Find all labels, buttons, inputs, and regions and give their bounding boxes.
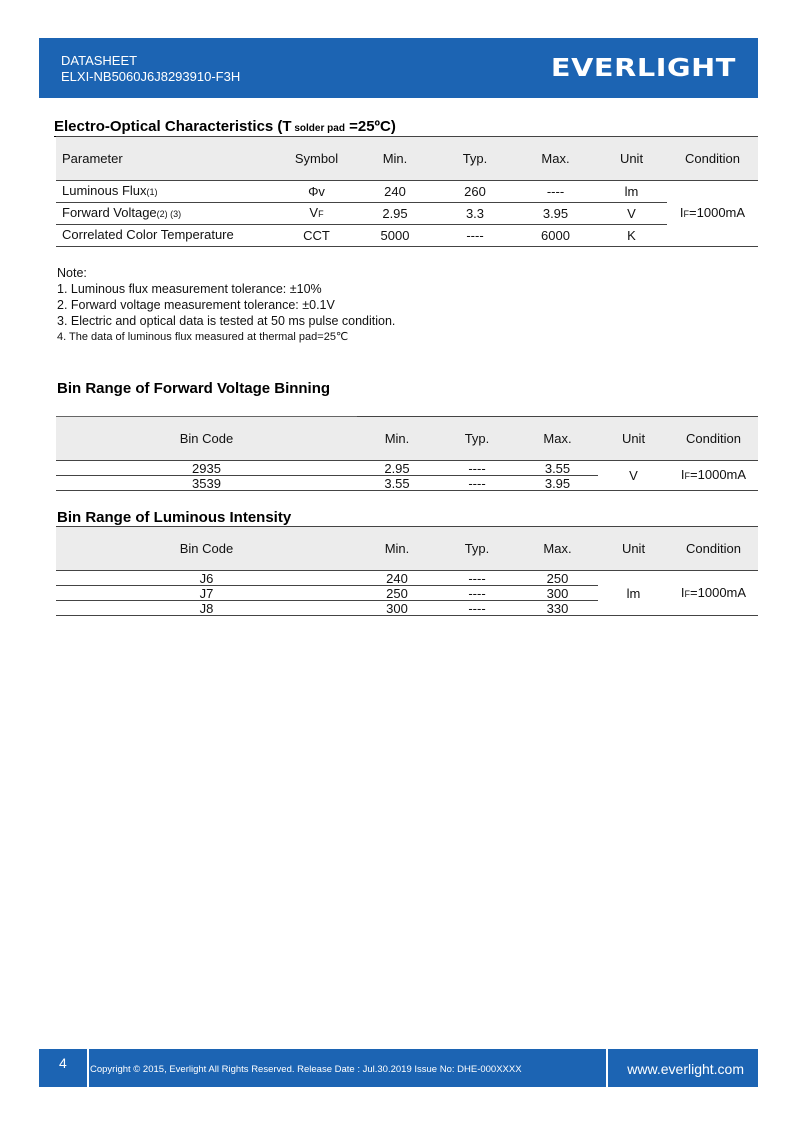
- bin-code-cell: 3539: [56, 476, 357, 491]
- typ-cell: ----: [435, 225, 515, 247]
- min-cell: 3.55: [357, 476, 437, 491]
- unit-cell: V: [596, 203, 667, 225]
- max-cell: 3.95: [515, 203, 596, 225]
- typ-cell: 3.3: [435, 203, 515, 225]
- col-header: Unit: [596, 137, 667, 181]
- min-cell: 240: [357, 571, 437, 586]
- col-header: Symbol: [278, 137, 355, 181]
- col-header: Max.: [517, 417, 598, 461]
- max-cell: ----: [515, 181, 596, 203]
- unit-cell: lm: [598, 571, 669, 616]
- table-row: [56, 461, 758, 476]
- eo-table: [56, 136, 758, 247]
- condition-cell: [667, 181, 758, 247]
- doc-type: DATASHEET: [61, 53, 138, 68]
- typ-cell: 260: [435, 181, 515, 203]
- col-header: Bin Code: [56, 527, 357, 571]
- eo-title-main: Electro-Optical Characteristics (T: [54, 118, 292, 135]
- footer-divider: [606, 1049, 608, 1087]
- col-header: Unit: [598, 417, 669, 461]
- typ-cell: ----: [437, 476, 517, 491]
- everlight-logo: EVERLIGHT: [550, 53, 736, 82]
- bin-code-cell: 2935: [56, 461, 357, 476]
- doc-id: ELXI-NB5060J6J8293910-F3H: [61, 69, 241, 84]
- col-header: Min.: [357, 417, 437, 461]
- min-cell: 5000: [355, 225, 435, 247]
- symbol-main: V: [309, 205, 319, 220]
- col-header: Condition: [667, 137, 758, 181]
- condition-sub: F: [683, 209, 690, 219]
- unit-cell: V: [598, 461, 669, 491]
- param-cell: [56, 181, 278, 203]
- bin-code-cell: J6: [56, 571, 357, 586]
- copyright-text: Copyright © 2015, Everlight All Rights Reserved. Release Date : Jul.30.2019 Issue No: DHE-000XXXX: [90, 1064, 522, 1075]
- note-item: 3. Electric and optical data is tested at 50 ms pulse condition.: [57, 314, 396, 328]
- param-name: Correlated Color Temperature: [62, 227, 234, 242]
- param-cell: [56, 203, 278, 225]
- condition-sub: F: [684, 588, 691, 599]
- page-header: [39, 38, 758, 98]
- website-link[interactable]: www.everlight.com: [627, 1061, 744, 1077]
- symbol-sub: F: [318, 209, 324, 219]
- condition-cell: [669, 461, 758, 491]
- param-name: Forward Voltage: [62, 205, 157, 220]
- col-header: Bin Code: [56, 417, 357, 461]
- eo-header-row: [56, 137, 758, 181]
- condition-pre: I: [679, 205, 684, 220]
- max-cell: 250: [517, 571, 598, 586]
- condition-post: =1000mA: [690, 467, 747, 482]
- eo-title-sub: solder pad: [291, 123, 345, 134]
- min-cell: 2.95: [355, 203, 435, 225]
- max-cell: 3.55: [517, 461, 598, 476]
- max-cell: 6000: [515, 225, 596, 247]
- col-header: Max.: [515, 137, 596, 181]
- table-row: [56, 225, 758, 247]
- bin-code-cell: J8: [56, 601, 357, 616]
- notes-block: [57, 265, 395, 345]
- symbol-cell: [278, 203, 355, 225]
- param-note: (1): [146, 187, 158, 197]
- param-name: Luminous Flux: [62, 183, 147, 198]
- table-row: [56, 181, 758, 203]
- note-item: 1. Luminous flux measurement tolerance: ±10%: [57, 282, 322, 296]
- condition-post: =1000mA: [690, 584, 747, 600]
- unit-cell: K: [596, 225, 667, 247]
- col-header: Min.: [357, 527, 437, 571]
- footer-divider: [87, 1049, 89, 1087]
- page-number: 4: [59, 1055, 67, 1071]
- col-header: Parameter: [56, 137, 278, 181]
- vf-section-title: Bin Range of Forward Voltage Binning: [57, 380, 331, 397]
- col-header: Typ.: [435, 137, 515, 181]
- condition-pre: I: [680, 584, 685, 600]
- typ-cell: ----: [437, 601, 517, 616]
- param-cell: [56, 225, 278, 247]
- table-row: [56, 571, 758, 586]
- unit-cell: lm: [596, 181, 667, 203]
- vf-bin-table: [56, 416, 758, 491]
- li-section-title: Bin Range of Luminous Intensity: [57, 509, 292, 526]
- eo-section-title: [54, 118, 396, 137]
- li-header-row: [56, 527, 758, 571]
- vf-header-row: [56, 417, 758, 461]
- col-header: Min.: [355, 137, 435, 181]
- max-cell: 330: [517, 601, 598, 616]
- li-bin-table: [56, 526, 758, 616]
- symbol-cell: CCT: [278, 225, 355, 247]
- condition-pre: I: [680, 467, 685, 482]
- typ-cell: ----: [437, 461, 517, 476]
- notes-heading: Note:: [57, 266, 87, 280]
- col-header: Unit: [598, 527, 669, 571]
- min-cell: 300: [357, 601, 437, 616]
- condition-cell: [669, 571, 758, 616]
- typ-cell: ----: [437, 586, 517, 601]
- col-header: Typ.: [437, 527, 517, 571]
- col-header: Typ.: [437, 417, 517, 461]
- col-header: Max.: [517, 527, 598, 571]
- condition-sub: F: [684, 471, 691, 481]
- col-header: Condition: [669, 417, 758, 461]
- col-header: Condition: [669, 527, 758, 571]
- table-row: [56, 203, 758, 225]
- symbol-cell: Φv: [278, 181, 355, 203]
- eo-title-end: =25ºC): [344, 118, 396, 135]
- max-cell: 300: [517, 586, 598, 601]
- min-cell: 240: [355, 181, 435, 203]
- bin-code-cell: J7: [56, 586, 357, 601]
- condition-post: =1000mA: [689, 205, 746, 220]
- min-cell: 250: [357, 586, 437, 601]
- page-footer: [39, 1049, 758, 1087]
- typ-cell: ----: [437, 571, 517, 586]
- note-item: 2. Forward voltage measurement tolerance: ±0.1V: [57, 298, 335, 312]
- max-cell: 3.95: [517, 476, 598, 491]
- min-cell: 2.95: [357, 461, 437, 476]
- param-note: (2) (3): [156, 209, 182, 219]
- note-item: 4. The data of luminous flux measured at thermal pad=25℃: [57, 331, 349, 343]
